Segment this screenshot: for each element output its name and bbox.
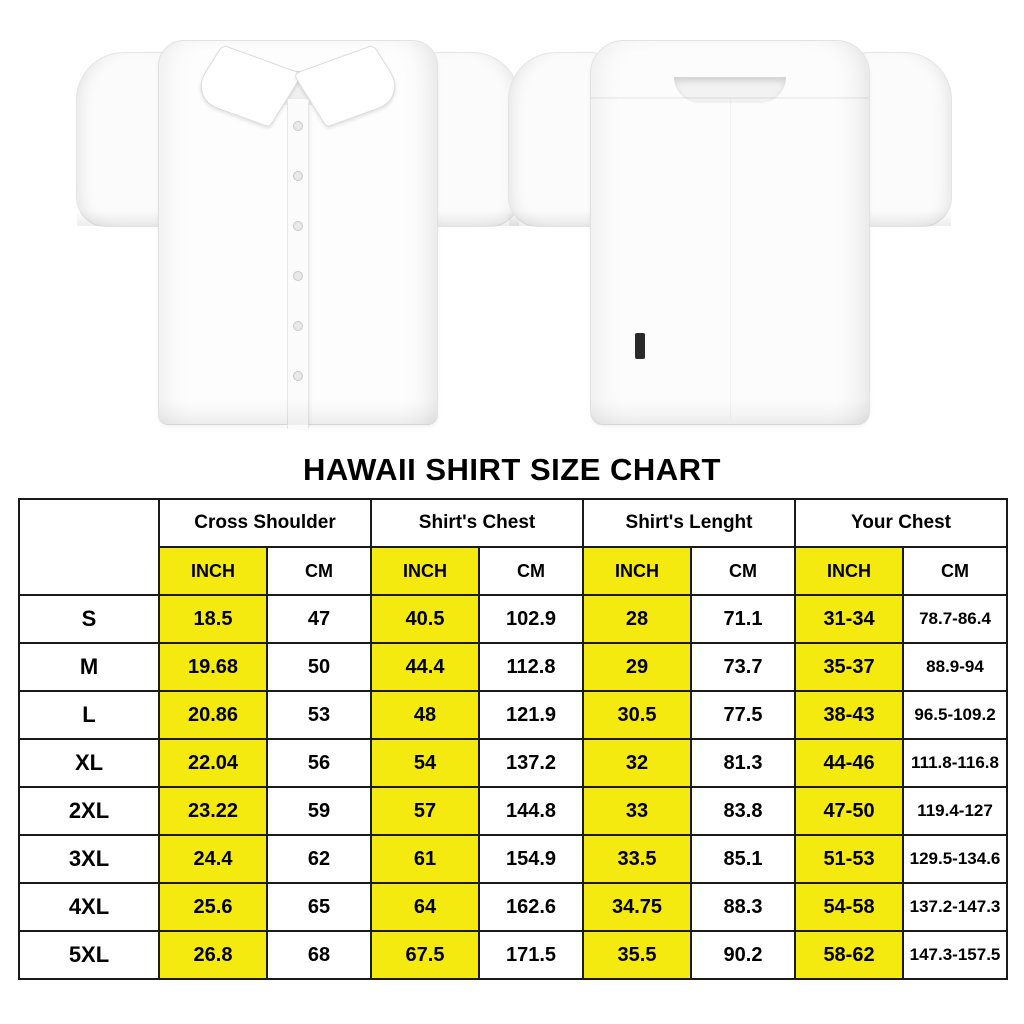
size-chart-table [18, 498, 1008, 980]
cell-chest-cm: 162.6 [479, 883, 583, 931]
sleeve-cuff [857, 210, 951, 226]
size-chart-table-wrap [0, 498, 1024, 980]
cell-cross-shoulder-inch: 22.04 [159, 739, 267, 787]
cell-length-cm: 73.7 [691, 643, 795, 691]
cell-cross-shoulder-cm: 47 [267, 595, 371, 643]
shirt-sleeve-right [856, 52, 952, 227]
table-row [19, 643, 1007, 691]
page-title: HAWAII SHIRT SIZE CHART [303, 452, 721, 487]
cell-chest-inch: 54 [371, 739, 479, 787]
cell-chest-cm: 102.9 [479, 595, 583, 643]
unit-header-cm: CM [903, 547, 1007, 595]
cell-length-inch: 28 [583, 595, 691, 643]
cell-cross-shoulder-cm: 53 [267, 691, 371, 739]
cell-length-cm: 90.2 [691, 931, 795, 979]
unit-header-inch: INCH [795, 547, 903, 595]
shirt-sleeve-right [424, 52, 520, 227]
cell-chest-cm: 144.8 [479, 787, 583, 835]
cell-length-cm: 85.1 [691, 835, 795, 883]
size-label: L [19, 691, 159, 739]
shirt-hem [159, 399, 437, 425]
cell-your-chest-inch: 38-43 [795, 691, 903, 739]
table-row [19, 595, 1007, 643]
cell-length-inch: 32 [583, 739, 691, 787]
shirt-body-back [590, 40, 870, 425]
cell-chest-inch: 48 [371, 691, 479, 739]
shirt-button [293, 171, 303, 181]
cell-your-chest-cm: 111.8-116.8 [903, 739, 1007, 787]
cell-your-chest-cm: 119.4-127 [903, 787, 1007, 835]
hawaii-shirt-front-view [88, 0, 508, 440]
shirt-button [293, 271, 303, 281]
product-image-row [0, 0, 1024, 448]
cell-cross-shoulder-inch: 25.6 [159, 883, 267, 931]
column-group-shirts-lenght: Shirt's Lenght [583, 499, 795, 547]
shirt-collar-right [293, 44, 407, 127]
shirt-button [293, 221, 303, 231]
cell-length-inch: 29 [583, 643, 691, 691]
table-header-groups [19, 499, 1007, 547]
cell-your-chest-inch: 35-37 [795, 643, 903, 691]
cell-chest-inch: 57 [371, 787, 479, 835]
cell-length-inch: 33.5 [583, 835, 691, 883]
column-group-cross-shoulder: Cross Shoulder [159, 499, 371, 547]
unit-header-cm: CM [479, 547, 583, 595]
cell-cross-shoulder-inch: 26.8 [159, 931, 267, 979]
cell-your-chest-cm: 96.5-109.2 [903, 691, 1007, 739]
table-row [19, 691, 1007, 739]
cell-your-chest-cm: 129.5-134.6 [903, 835, 1007, 883]
cell-cross-shoulder-inch: 23.22 [159, 787, 267, 835]
shirt-button [293, 321, 303, 331]
cell-chest-cm: 112.8 [479, 643, 583, 691]
cell-cross-shoulder-inch: 24.4 [159, 835, 267, 883]
table-row [19, 835, 1007, 883]
unit-header-inch: INCH [159, 547, 267, 595]
sleeve-cuff [77, 210, 171, 226]
cell-cross-shoulder-cm: 59 [267, 787, 371, 835]
cell-chest-inch: 61 [371, 835, 479, 883]
column-group-your-chest: Your Chest [795, 499, 1007, 547]
cell-your-chest-inch: 51-53 [795, 835, 903, 883]
cell-cross-shoulder-inch: 19.68 [159, 643, 267, 691]
table-header [19, 499, 1007, 595]
cell-chest-cm: 137.2 [479, 739, 583, 787]
cell-chest-inch: 64 [371, 883, 479, 931]
cell-cross-shoulder-cm: 62 [267, 835, 371, 883]
cell-length-cm: 83.8 [691, 787, 795, 835]
column-group-shirts-chest: Shirt's Chest [371, 499, 583, 547]
cell-your-chest-cm: 147.3-157.5 [903, 931, 1007, 979]
table-body [19, 595, 1007, 979]
shirt-button-placket [287, 99, 309, 429]
unit-header-cm: CM [267, 547, 371, 595]
sleeve-cuff [425, 210, 519, 226]
cell-your-chest-cm: 137.2-147.3 [903, 883, 1007, 931]
cell-your-chest-cm: 88.9-94 [903, 643, 1007, 691]
table-row [19, 931, 1007, 979]
cell-chest-inch: 44.4 [371, 643, 479, 691]
cell-cross-shoulder-cm: 50 [267, 643, 371, 691]
cell-cross-shoulder-inch: 20.86 [159, 691, 267, 739]
table-row [19, 739, 1007, 787]
size-label: 2XL [19, 787, 159, 835]
sleeve-cuff [509, 210, 603, 226]
table-corner-cell [19, 499, 159, 595]
cell-chest-inch: 67.5 [371, 931, 479, 979]
cell-chest-cm: 154.9 [479, 835, 583, 883]
cell-length-inch: 34.75 [583, 883, 691, 931]
cell-your-chest-inch: 44-46 [795, 739, 903, 787]
unit-header-inch: INCH [371, 547, 479, 595]
shirt-hem [591, 399, 869, 425]
cell-cross-shoulder-inch: 18.5 [159, 595, 267, 643]
cell-length-inch: 35.5 [583, 931, 691, 979]
table-row [19, 787, 1007, 835]
size-label: S [19, 595, 159, 643]
shirt-side-label [635, 333, 645, 359]
unit-header-cm: CM [691, 547, 795, 595]
shirt-button [293, 121, 303, 131]
cell-length-cm: 81.3 [691, 739, 795, 787]
size-label: M [19, 643, 159, 691]
cell-chest-cm: 171.5 [479, 931, 583, 979]
cell-chest-cm: 121.9 [479, 691, 583, 739]
cell-length-inch: 33 [583, 787, 691, 835]
shirt-body-front [158, 40, 438, 425]
cell-chest-inch: 40.5 [371, 595, 479, 643]
cell-cross-shoulder-cm: 56 [267, 739, 371, 787]
cell-your-chest-inch: 31-34 [795, 595, 903, 643]
size-label: 3XL [19, 835, 159, 883]
size-label: XL [19, 739, 159, 787]
cell-your-chest-inch: 54-58 [795, 883, 903, 931]
cell-cross-shoulder-cm: 65 [267, 883, 371, 931]
cell-your-chest-inch: 58-62 [795, 931, 903, 979]
cell-your-chest-inch: 47-50 [795, 787, 903, 835]
cell-length-cm: 71.1 [691, 595, 795, 643]
size-label: 4XL [19, 883, 159, 931]
shirt-back-seam [730, 99, 731, 419]
table-header-units [19, 547, 1007, 595]
cell-your-chest-cm: 78.7-86.4 [903, 595, 1007, 643]
unit-header-inch: INCH [583, 547, 691, 595]
shirt-button [293, 371, 303, 381]
size-label: 5XL [19, 931, 159, 979]
cell-length-cm: 88.3 [691, 883, 795, 931]
cell-cross-shoulder-cm: 68 [267, 931, 371, 979]
hawaii-shirt-back-view [520, 0, 940, 440]
cell-length-inch: 30.5 [583, 691, 691, 739]
table-row [19, 883, 1007, 931]
cell-length-cm: 77.5 [691, 691, 795, 739]
